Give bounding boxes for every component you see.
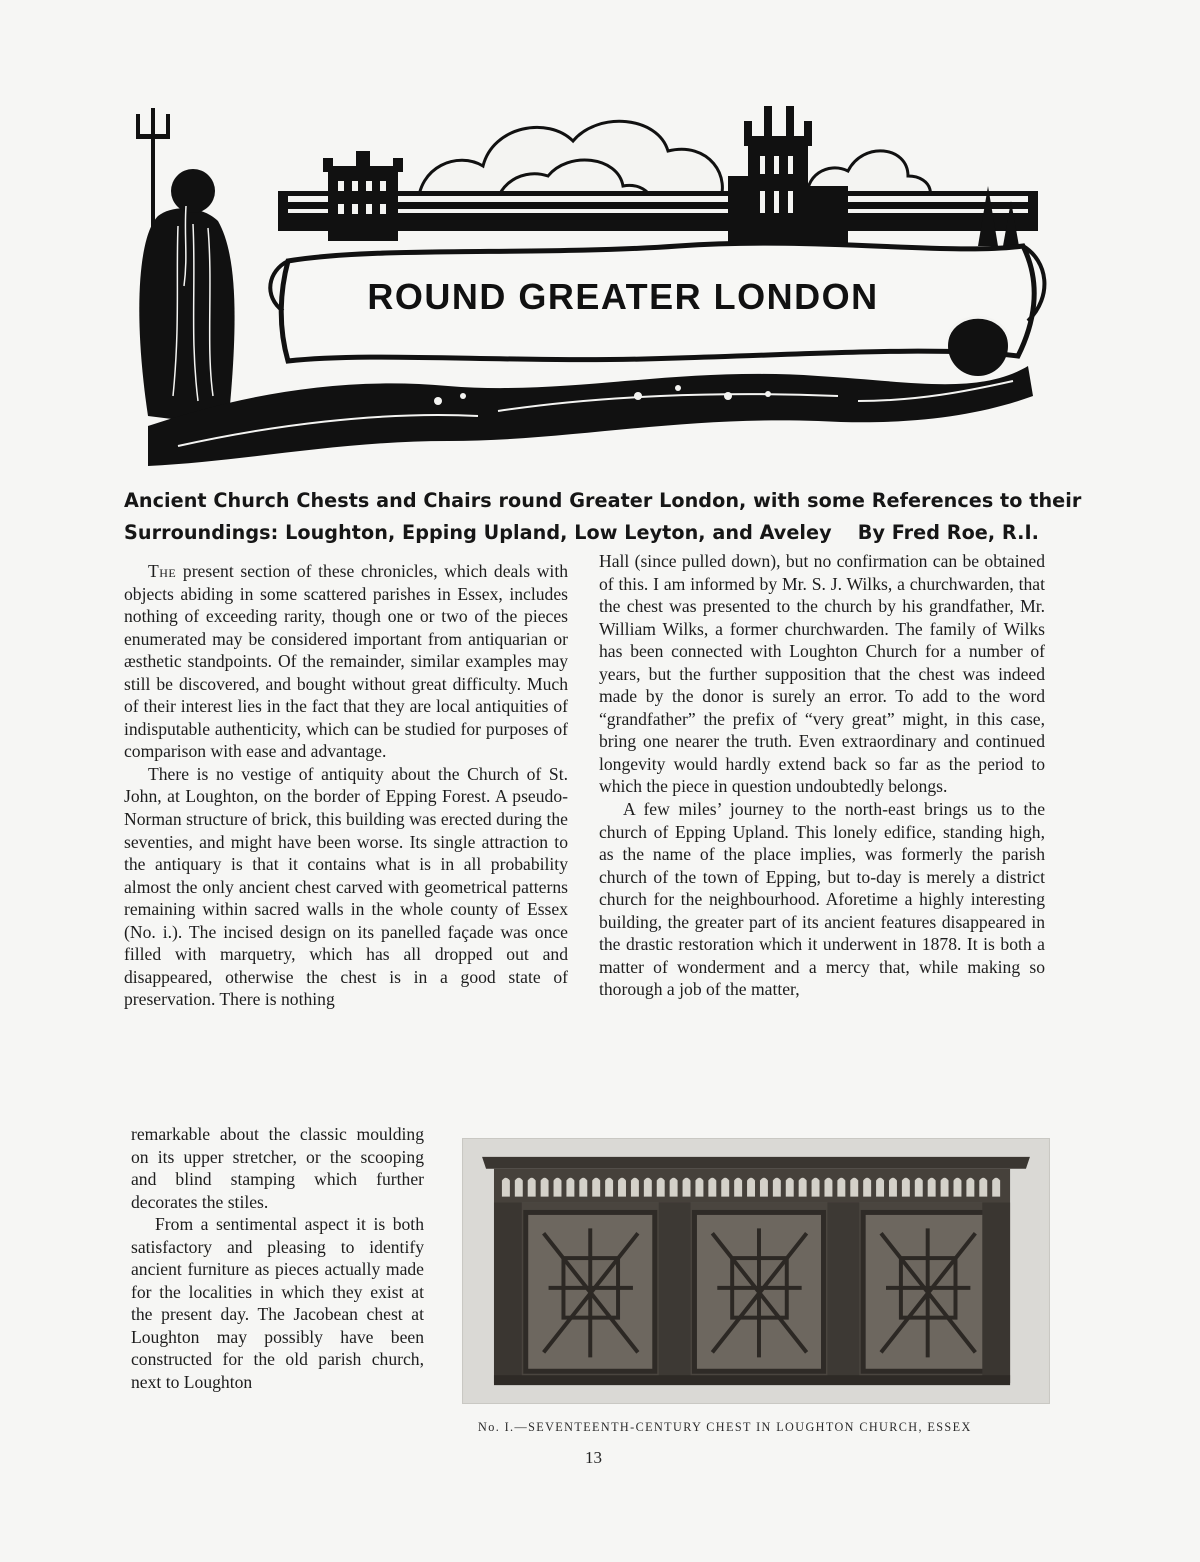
chest-photograph: [462, 1138, 1050, 1404]
page-number: 13: [585, 1448, 602, 1467]
byline: By Fred Roe, R.I.: [857, 521, 1039, 544]
right-column: [599, 550, 1045, 1001]
paragraph: There is no vestige of antiquity about the Church of St. John, at Loughton, on the border of Epping Forest. A pseudo-Norman structure of brick, this building was erected during the seventies, and might have been worse. Its single attraction to the antiquary is that it contains what is in all probability almost the only ancient chest carved with geometrical patterns remaining within sacred walls in the whole county of Essex (No. i.). The incised design on its panelled façade was once filled with marquetry, which has all dropped out and disappeared, otherwise the chest is in a good state of preservation. There is nothing: [124, 763, 568, 1010]
paragraph: Hall (since pulled down), but no confirmation can be obtained of this. I am informed by Mr. S. J. Wilks, a churchwarden, that the chest was presented to the church by his grandfather, Mr. William Wilks, a former churchwarden. The family of Wilks has been connected with Loughton Church for a number of years, but the further supposition that the chest was indeed made by the donor is surely an error. To add to the word “grandfather” the prefix of “very great” might, in this case, bring one nearer the truth. Even extraordinary and continued longevity would hardly extend back so far as the period to which the piece in question undoubtedly belongs.: [599, 551, 1045, 797]
paragraph-text: present section of these chronicles, which deals with objects abiding in some scattered parishes in Essex, includes nothing of exceeding rarity, though one or two of the pieces enumerated may be considered important from antiquarian or æsthetic standpoints. Of the remainder, similar examples may still be discovered, and bought without great difficulty. Much of their interest lies in the fact that they are local antiquities of indisputable authenticity, which can be studied for purposes of comparison with ease and advantage.: [124, 561, 568, 762]
banner-title: ROUND GREATER LONDON: [367, 276, 879, 317]
paragraph: From a sentimental aspect it is both satisfactory and pleasing to identify ancient furniture as pieces actually made for the localities in which they exist at the present day. The Jacobean chest at Loughton may possibly have been constructed for the old parish church, next to Loughton: [131, 1214, 424, 1393]
figure-caption: No. I.—SEVENTEENTH-CENTURY CHEST IN LOUGHTON CHURCH, ESSEX: [478, 1420, 972, 1434]
drop-word: The: [148, 561, 177, 581]
left-column-narrow: [131, 1123, 424, 1394]
subtitle-line-1: Ancient Church Chests and Chairs round Greater London, with some References to their: [124, 489, 1082, 512]
paragraph: A few miles’ journey to the north-east brings us to the church of Epping Upland. This lonely edifice, standing high, as the name of the place implies, was formerly the parish church of the town of Epping, but to-day is merely a district church for the neighbourhood. Aforetime a highly interesting building, the greater part of its ancient features disappeared in the drastic restoration which it underwent in 1878. It is both a matter of wonderment and a mercy that, while making so thorough a job of the matter,: [599, 799, 1045, 1000]
article-subtitle: [124, 485, 1082, 549]
paragraph: [124, 560, 568, 763]
subtitle-line-2: [124, 517, 1039, 549]
subtitle-places: Surroundings: Loughton, Epping Upland, Low Leyton, and Aveley: [124, 521, 832, 544]
header-banner-illustration: [118, 96, 1058, 476]
paragraph: remarkable about the classic moulding on its upper stretcher, or the scooping and blind stamping which further decorates the stiles.: [131, 1124, 424, 1212]
left-column: [124, 560, 568, 1011]
